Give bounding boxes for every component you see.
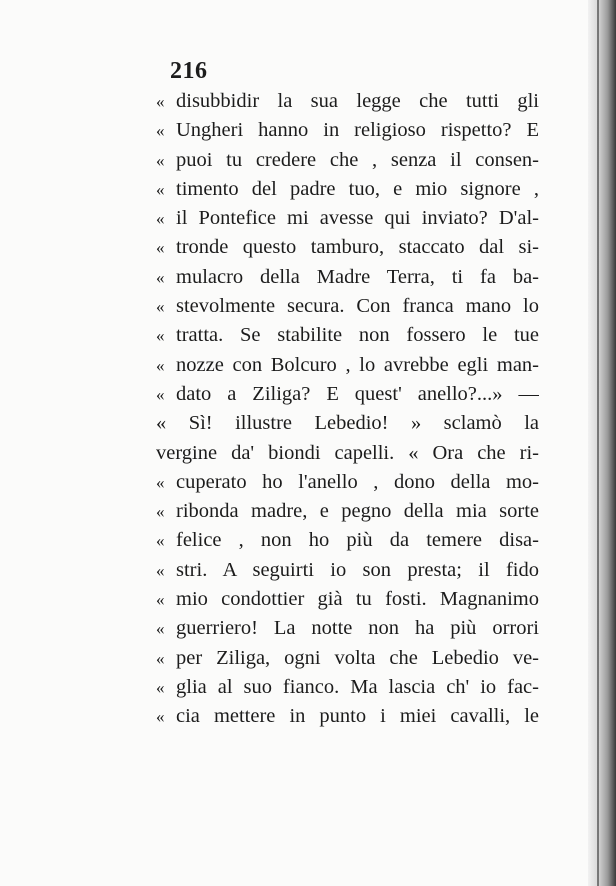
line-text: puoi tu credere che , senza il consen- bbox=[176, 148, 539, 171]
line-text: tratta. Se stabilite non fossero le tue bbox=[176, 324, 539, 347]
quote-mark: « bbox=[156, 150, 165, 170]
text-line bbox=[156, 497, 539, 526]
quote-mark: « bbox=[156, 179, 165, 199]
line-text: vergine da' biondi capelli. « Ora che ri- bbox=[156, 441, 539, 464]
line-text: cia mettere in punto i miei cavalli, le bbox=[176, 705, 539, 728]
page-number: 216 bbox=[170, 58, 208, 84]
quote-mark: « bbox=[156, 619, 165, 639]
line-text: felice , non ho più da temere disa- bbox=[176, 529, 539, 552]
line-text: glia al suo fianco. Ma lascia ch' io fac- bbox=[176, 675, 539, 698]
line-text: stri. A seguirti io son presta; il fido bbox=[176, 558, 539, 581]
text-line bbox=[156, 204, 539, 233]
quote-mark: « bbox=[156, 707, 165, 727]
text-line bbox=[156, 263, 539, 292]
line-text: mio condottier già tu fosti. Magnanimo bbox=[176, 588, 539, 611]
text-line bbox=[156, 614, 539, 643]
quote-mark: « bbox=[156, 297, 165, 317]
page-edge-line bbox=[597, 0, 599, 886]
line-text: ribonda madre, e pegno della mia sorte bbox=[176, 500, 539, 523]
page-edge-shadow bbox=[588, 0, 616, 886]
line-text: il Pontefice mi avesse qui inviato? D'al- bbox=[176, 207, 539, 230]
quote-mark: « bbox=[156, 121, 165, 141]
line-text: stevolmente secura. Con franca mano lo bbox=[176, 295, 539, 318]
text-line bbox=[156, 380, 539, 409]
quote-mark: « bbox=[156, 531, 165, 551]
text-line bbox=[156, 233, 539, 262]
line-text: Ungheri hanno in religioso rispetto? E bbox=[176, 119, 539, 142]
line-text: timento del padre tuo, e mio signore , bbox=[176, 177, 539, 200]
text-line bbox=[156, 644, 539, 673]
line-text: guerriero! La notte non ha più orrori bbox=[176, 617, 539, 640]
text-line bbox=[156, 321, 539, 350]
line-text: tronde questo tamburo, staccato dal si- bbox=[176, 236, 539, 259]
line-text: per Ziliga, ogni volta che Lebedio ve- bbox=[176, 646, 539, 669]
line-text: « Sì! illustre Lebedio! » sclamò la bbox=[156, 412, 539, 435]
line-text: mulacro della Madre Terra, ti fa ba- bbox=[176, 265, 539, 288]
quote-mark: « bbox=[156, 209, 165, 229]
text-line bbox=[156, 409, 539, 438]
quote-mark: « bbox=[156, 355, 165, 375]
text-line bbox=[156, 702, 539, 731]
quote-mark: « bbox=[156, 472, 165, 492]
text-line bbox=[156, 673, 539, 702]
quote-mark: « bbox=[156, 560, 165, 580]
text-line bbox=[156, 116, 539, 145]
text-line bbox=[156, 556, 539, 585]
quote-mark: « bbox=[156, 92, 165, 111]
line-text: nozze con Bolcuro , lo avrebbe egli man- bbox=[176, 353, 539, 376]
line-text: dato a Ziliga? E quest' anello?...» — bbox=[176, 382, 539, 405]
text-line bbox=[156, 175, 539, 204]
line-text: disubbidir la sua legge che tutti gli bbox=[176, 90, 539, 112]
text-line bbox=[156, 87, 539, 116]
text-line bbox=[156, 292, 539, 321]
text-line bbox=[156, 585, 539, 614]
quote-mark: « bbox=[156, 238, 165, 258]
quote-mark: « bbox=[156, 677, 165, 697]
text-line bbox=[156, 351, 539, 380]
quote-mark: « bbox=[156, 502, 165, 522]
text-line bbox=[156, 439, 539, 468]
quote-mark: « bbox=[156, 326, 165, 346]
quote-mark: « bbox=[156, 590, 165, 610]
quote-mark: « bbox=[156, 384, 165, 404]
body-text bbox=[156, 87, 539, 732]
quote-mark: « bbox=[156, 267, 165, 287]
quote-mark: « bbox=[156, 648, 165, 668]
text-line bbox=[156, 526, 539, 555]
text-line bbox=[156, 468, 539, 497]
line-text: cuperato ho l'anello , dono della mo- bbox=[176, 470, 539, 493]
text-line bbox=[156, 146, 539, 175]
